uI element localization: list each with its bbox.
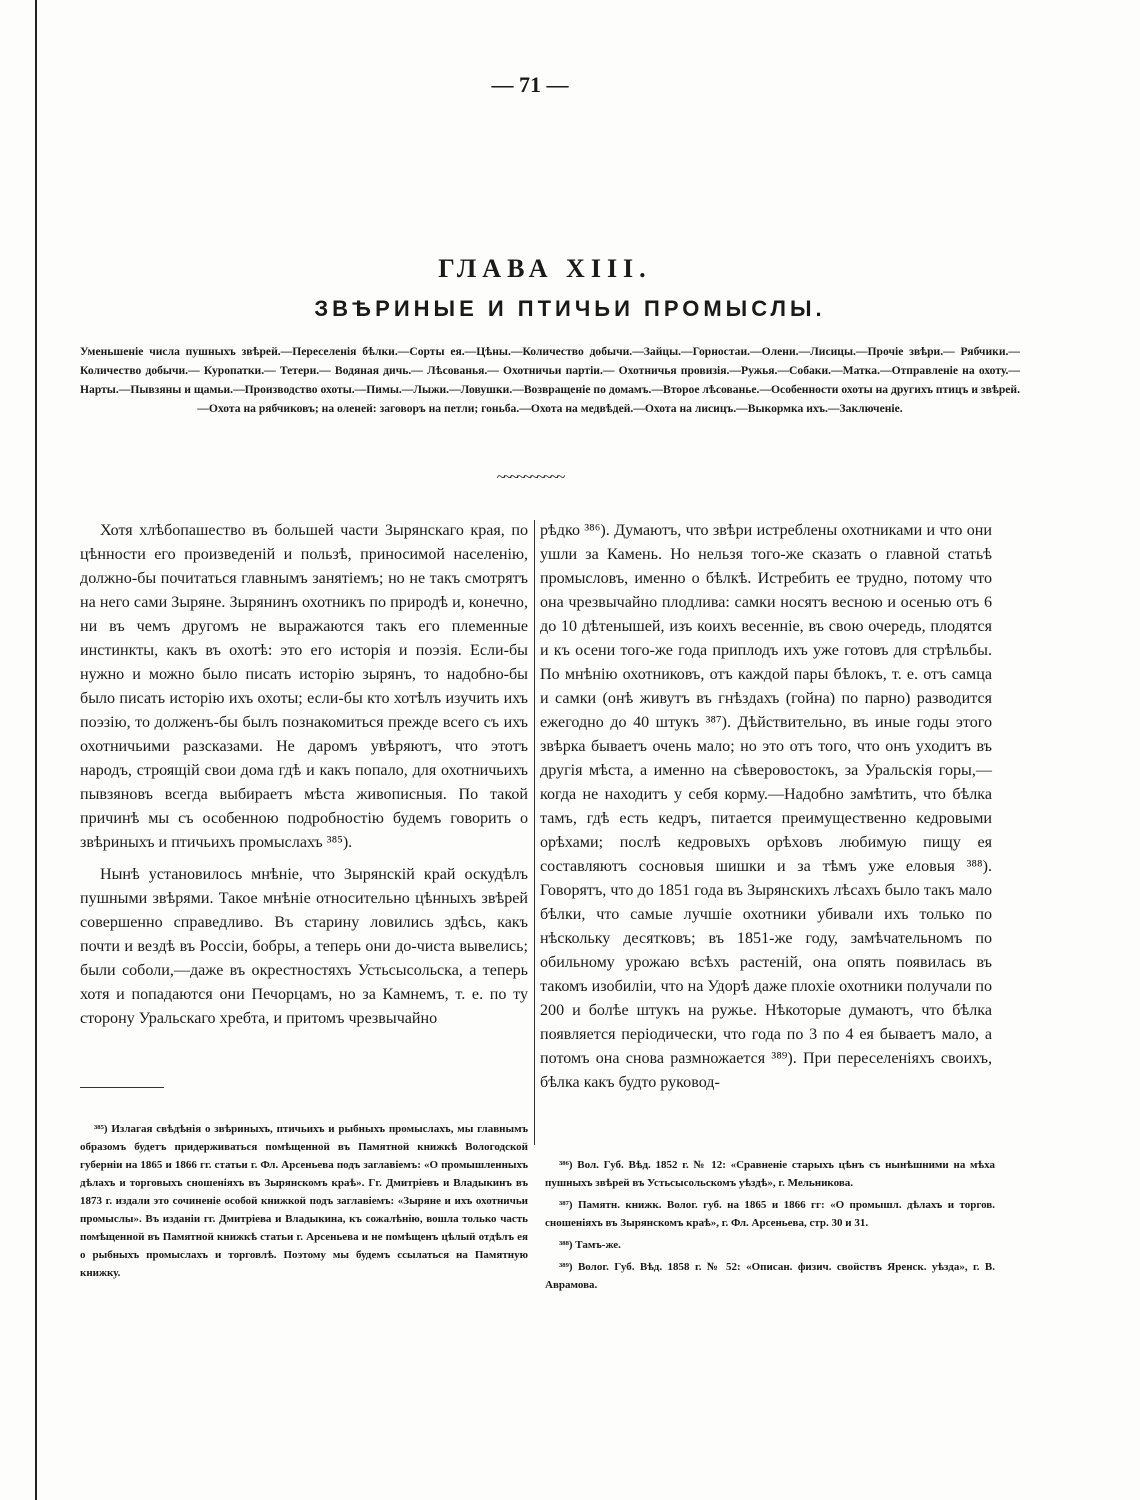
- body-paragraph: Нынѣ установилось мнѣніе, что Зырянскій край оскудѣлъ пушными звѣрями. Такое мнѣніе относительно цѣнныхъ звѣрей совершенно справедливо. Въ старину ловились здѣсь, какъ почти и вездѣ въ Россіи, бобры, а теперь они до-чиста вывелись; были соболи,—даже въ окрестностяхъ Устьсысольска, а теперь хотя и попадаются они Печорцамъ, но за Камнемъ, т. е. по ту сторону Уральскаго хребта, и притомъ чрезвычайно: [80, 866, 528, 1027]
- body-column-right: [540, 519, 992, 1103]
- chapter-subtitle: ЗВѢРИНЫЕ И ПТИЧЬИ ПРОМЫСЛЫ.: [314, 296, 826, 321]
- column-divider: [534, 520, 535, 1145]
- footnotes-right: [545, 1156, 995, 1298]
- page-number: — 71 —: [491, 72, 569, 97]
- chapter-title: ГЛАВА XIII.: [438, 254, 652, 283]
- body-column-left: [80, 519, 528, 1039]
- footnote-389: ³⁸⁹) Волог. Губ. Вѣд. 1858 г. № 52: «Описан. физич. свойствъ Яренск. уѣзда», г. В. Аврамова.: [545, 1261, 995, 1291]
- chapter-summary: Уменьшеніе числа пушныхъ звѣрей.—Переселенія бѣлки.—Сорты ея.—Цѣны.—Количество добычи.—Зайцы.—Горностаи.—Олени.—Лисицы.—Прочіе звѣри.— Рябчики.— Количество добычи.— Куропатки.— Тетери.— Водяная дичь.— Лѣсованья.— Охотничьи партіи.— Охотничья провизія.—Ружья.—Собаки.—Матка.—Отправленіе на охоту.—Нарты.—Пывзяны и щамьи.—Производство охоты.—Пимы.—Лыжи.—Ловушки.—Возвращеніе по домамъ.—Второе лѣсованье.—Особенности охоты на другихъ птицъ и звѣрей.—Охота на рябчиковъ; на оленей: заговоръ на петли; гоньба.—Охота на медвѣдей.—Охота на лисицъ.—Выкормка ихъ.—Заключеніе.: [80, 345, 1020, 415]
- footnotes-left: [80, 1120, 528, 1286]
- footnote-385: ³⁸⁵) Излагая свѣдѣнія о звѣриныхъ, птичьихъ и рыбныхъ промыслахъ, мы главнымъ образомъ будетъ придерживаться помѣщенной въ Памятной книжкѣ Вологодской губерніи на 1865 и 1866 гг. статьи г. Фл. Арсеньева подъ заглавіемъ: «О промышленныхъ дѣлахъ и торговыхъ сношеніяхъ въ Зырянскомъ краѣ». Гг. Дмитріевъ и Владыкинъ въ 1873 г. издали это сочиненіе особой книжкой подъ заглавіемъ: «Зыряне и ихъ охотничьи промыслы». Въ изданіи гг. Дмитріева и Владыкина, къ сожалѣнію, вошла только часть помѣщенной въ Памятной книжкѣ статьи г. Арсеньева и не помѣщенъ цѣлый отдѣлъ ея о рыбныхъ промыслахъ и торговлѣ. Поэтому мы будемъ ссылаться на Памятную книжку.: [80, 1123, 528, 1279]
- footnote-386: ³⁸⁶) Вол. Губ. Вѣд. 1852 г. № 12: «Сравненіе старыхъ цѣнъ съ нынѣшними на мѣха пушныхъ звѣрей въ Устьсысольскомъ уѣздѣ», г. Мельникова.: [545, 1159, 995, 1189]
- body-paragraph: рѣдко ³⁸⁶). Думаютъ, что звѣри истреблены охотниками и что они ушли за Камень. Но нельзя того-же сказать о главной статьѣ промысловъ, именно о бѣлкѣ. Истребить ее трудно, потому что она чрезвычайно плодлива: самки носятъ весною и осенью отъ 6 до 10 дѣтенышей, изъ коихъ весенніе, въ свою очередь, плодятся и къ осени того-же года приплодъ ихъ уже готовъ для стрѣльбы. По мнѣнію охотниковъ, отъ каждой пары бѣлокъ, т. е. отъ самца и самки (онѣ живутъ въ гнѣздахъ (гойна) по парно) разводится ежегодно до 40 штукъ ³⁸⁷). Дѣйствительно, въ иные годы этого звѣрка бываетъ очень мало; но это отъ того, что онъ уходитъ въ другія мѣста, а именно на сѣверовостокъ, за Уральскія горы,—когда не находитъ у себя корму.—Надобно замѣтить, что бѣлка тамъ, гдѣ есть кедръ, питается преимущественно кедровыми орѣхами; послѣ кедровыхъ орѣховъ любимую пищу ея составляютъ сосновыя шишки и за тѣмъ уже еловыя ³⁸⁸). Говорятъ, что до 1851 года въ Зырянскихъ лѣсахъ было такъ мало бѣлки, что самые лучшіе охотники убивали ихъ только по нѣскольку десятковъ; въ 1851-же году, замѣчательномъ по обильному урожаю всѣхъ растеній, она опять появилась въ такомъ изобиліи, что на Удорѣ даже плохіе охотники получали по 200 и болѣе штукъ на ружье. Нѣкоторые думаютъ, что бѣлка появляется періодически, что года по 3 по 4 ея бываетъ мало, а потомъ она снова размножается ³⁸⁹). При переселеніяхъ своихъ, бѣлка какъ будто руковод-: [540, 522, 992, 1091]
- page-edge-line: [35, 0, 37, 1500]
- footnote-387: ³⁸⁷) Памятн. книжк. Волог. губ. на 1865 и 1866 гг: «О промышл. дѣлахъ и торгов. сношеніяхъ въ Зырянскомъ краѣ», г. Фл. Арсеньева, стр. 30 и 31.: [545, 1199, 995, 1229]
- footnote-rule: [80, 1087, 164, 1088]
- ornament-divider: ~~~~~~~~~~: [496, 469, 564, 486]
- footnote-388: ³⁸⁸) Тамъ-же.: [559, 1239, 621, 1251]
- body-paragraph: Хотя хлѣбопашество въ большей части Зырянскаго края, по цѣнности его произведеній и пользѣ, приносимой населенію, должно-бы почитаться главнымъ занятіемъ; но не такъ смотрятъ на него сами Зыряне. Зырянинъ охотникъ по природѣ и, конечно, ни въ чемъ другомъ не выражаются такъ его племенные инстинкты, какъ въ охотѣ: это его исторія и поэзія. Если-бы нужно и можно было писать исторію зырянъ, то надобно-бы было писать исторію ихъ охоты; если-бы кто хотѣлъ изучить ихъ поэзію, то долженъ-бы былъ познакомиться прежде всего съ ихъ охотничьими разсказами. Не даромъ увѣряютъ, что этотъ народъ, строящій свои дома гдѣ и какъ попало, для охотничьихъ пывзяновъ всегда выбираетъ мѣста живописныя. По такой причинѣ мы съ особенною подробностію будемъ говорить о звѣриныхъ и птичьихъ промыслахъ ³⁸⁵).: [80, 522, 528, 851]
